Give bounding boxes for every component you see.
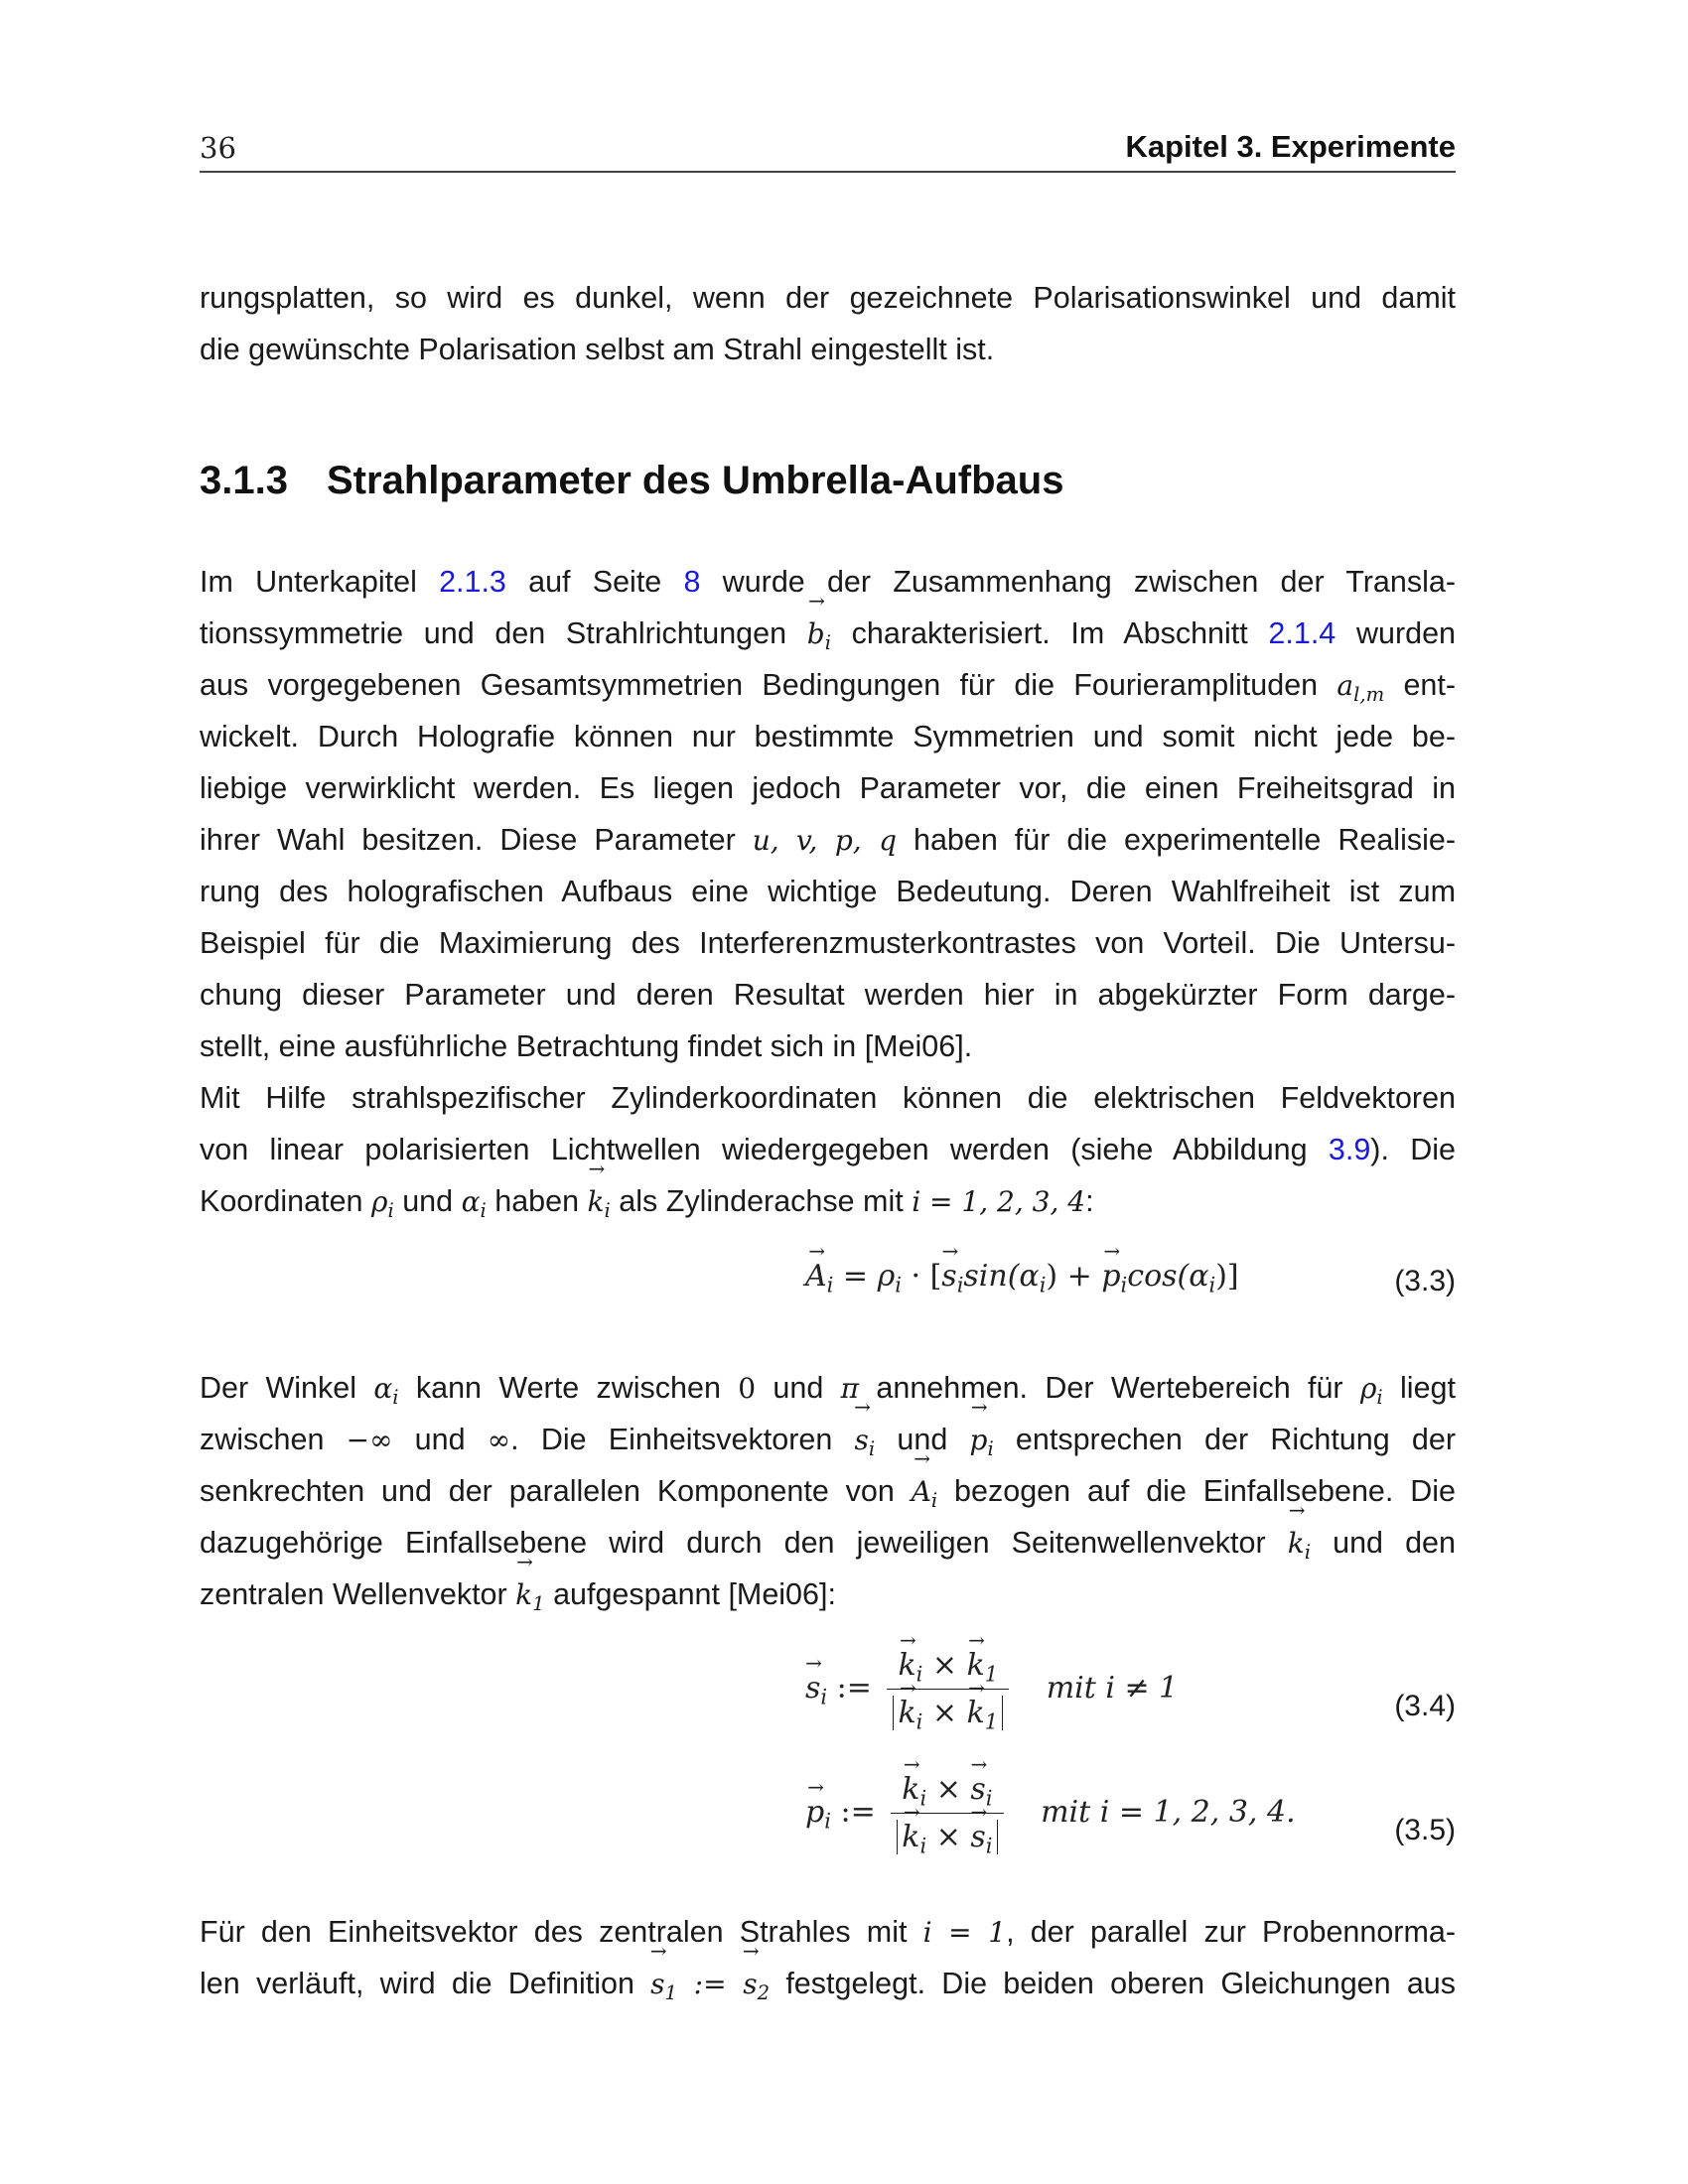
ref-link-fig-3-9[interactable]: 3.9 (1328, 1133, 1371, 1166)
ref-link-2-1-3[interactable]: 2.1.3 (439, 565, 506, 599)
text-line: zwischen −∞ und ∞. Die Einheitsvektoren → $s_i$ und → $p_i$ entsprechen der Richtung der (200, 1414, 1456, 1465)
equation-body: → $A_i = \rho_i$ · [→ $s_i\sin(\alpha_i)$ + → $p_i\cos(\alpha_i)$] (805, 1259, 1239, 1294)
page-number: 36 (200, 131, 236, 165)
text-line: dazugehörige Einfallsebene wird durch den jeweiligen Seitenwellenvektor → $k_i$ und den (200, 1517, 1456, 1569)
equation-3-4 (200, 1648, 1456, 1767)
text-line: rung des holografischen Aufbaus eine wichtige Bedeutung. Deren Wahlfreiheit ist zum (200, 875, 1456, 908)
equation-3-3 (200, 1259, 1456, 1318)
paragraph-4 (200, 1906, 1456, 2009)
text-line: von linear polarisierten Lichtwellen wiedergegeben werden (siehe Abbildung 3.9). Die (200, 1133, 1456, 1166)
equation-number: (3.3) (1394, 1265, 1456, 1297)
text-line: stellt, eine ausführliche Betrachtung findet sich in [Mei06]. (200, 1029, 973, 1063)
text-line: wickelt. Durch Holografie können nur bestimmte Symmetrien und somit nicht jede be- (200, 720, 1456, 753)
text-line: ihrer Wahl besitzen. Diese Parameter u, v, p, q haben für die experimentelle Realisie- (200, 823, 1456, 857)
chapter-title: Kapitel 3. Experimente (1125, 129, 1456, 164)
paragraph-2 (200, 556, 1456, 1227)
text-line: aus vorgegebenen Gesamtsymmetrien Bedingungen für die Fourieramplituden $a_{l,m}$ ent- (200, 668, 1456, 706)
section-number: 3.1.3 (200, 459, 288, 502)
equation-number: (3.5) (1394, 1814, 1456, 1846)
text-line: rungsplatten, so wird es dunkel, wenn der gezeichnete Polarisationswinkel und damit (200, 281, 1456, 315)
ref-link-2-1-4[interactable]: 2.1.4 (1268, 616, 1336, 650)
section-title: Strahlparameter des Umbrella-Aufbaus (327, 459, 1064, 502)
fraction: → $k_i$ × → $k_1$ → $k_i$ × → $k_1$ (887, 1648, 1009, 1730)
text-line: Mit Hilfe strahlspezifischer Zylinderkoordinaten können die elektrischen Feldvektoren (200, 1081, 1456, 1115)
text-line: Im Unterkapitel 2.1.3 auf Seite 8 wurde der Zusammenhang zwischen der Transla- (200, 565, 1456, 599)
text-line: Beispiel für die Maximierung des Interferenzmusterkontrastes von Vorteil. Die Untersu- (200, 926, 1456, 960)
section-heading (200, 459, 1063, 503)
equation-number: (3.4) (1394, 1690, 1456, 1722)
text-line: die gewünschte Polarisation selbst am Strahl eingestellt ist. (200, 333, 995, 366)
ref-link-page-8[interactable]: 8 (683, 565, 701, 599)
text-line: len verläuft, wird die Definition → $s_1$ := → $s_2$ festgelegt. Die beiden oberen Gleichungen aus (200, 1958, 1456, 2009)
text-line: zentralen Wellenvektor → $k_1$ aufgespannt [Mei06]: (200, 1569, 1456, 1620)
equation-3-5 (200, 1772, 1456, 1891)
equation-body: → $p_i$ := → $k_i$ × → $s_i$ → $k_i$ × → $s_i$ mit i = 1, 2, 3, 4. (805, 1772, 1296, 1854)
text-line: Koordinaten $\rho_i$ und $\alpha_i$ haben → $k_i$ als Zylinderachse mit i = 1, 2, 3, 4: (200, 1175, 1456, 1227)
text-line: Der Winkel $\alpha_i$ kann Werte zwischen 0 und π annehmen. Der Wertebereich für $\rho_i$ liegt (200, 1371, 1456, 1409)
text-line: liebige verwirklicht werden. Es liegen jedoch Parameter vor, die einen Freiheitsgrad in (200, 771, 1456, 805)
paragraph-3 (200, 1362, 1456, 1620)
paragraph-1 (200, 272, 1456, 375)
text-line: Für den Einheitsvektor des zentralen Strahles mit i = 1, der parallel zur Probennorma- (200, 1915, 1456, 1949)
text-line: tionssymmetrie und den Strahlrichtungen → $b_i$ charakterisiert. Im Abschnitt 2.1.4 wurden (200, 608, 1456, 659)
equation-body: → $s_i$ := → $k_i$ × → $k_1$ → $k_i$ × → $k_1$ mit i ≠ 1 (805, 1648, 1178, 1730)
fraction: → $k_i$ × → $s_i$ → $k_i$ × → $s_i$ (891, 1772, 1003, 1854)
text-line: senkrechten und der parallelen Komponente von → $A_i$ bezogen auf die Einfallsebene. Die (200, 1465, 1456, 1517)
running-header (200, 127, 1456, 173)
text-line: chung dieser Parameter und deren Resultat werden hier in abgekürzter Form darge- (200, 978, 1456, 1012)
